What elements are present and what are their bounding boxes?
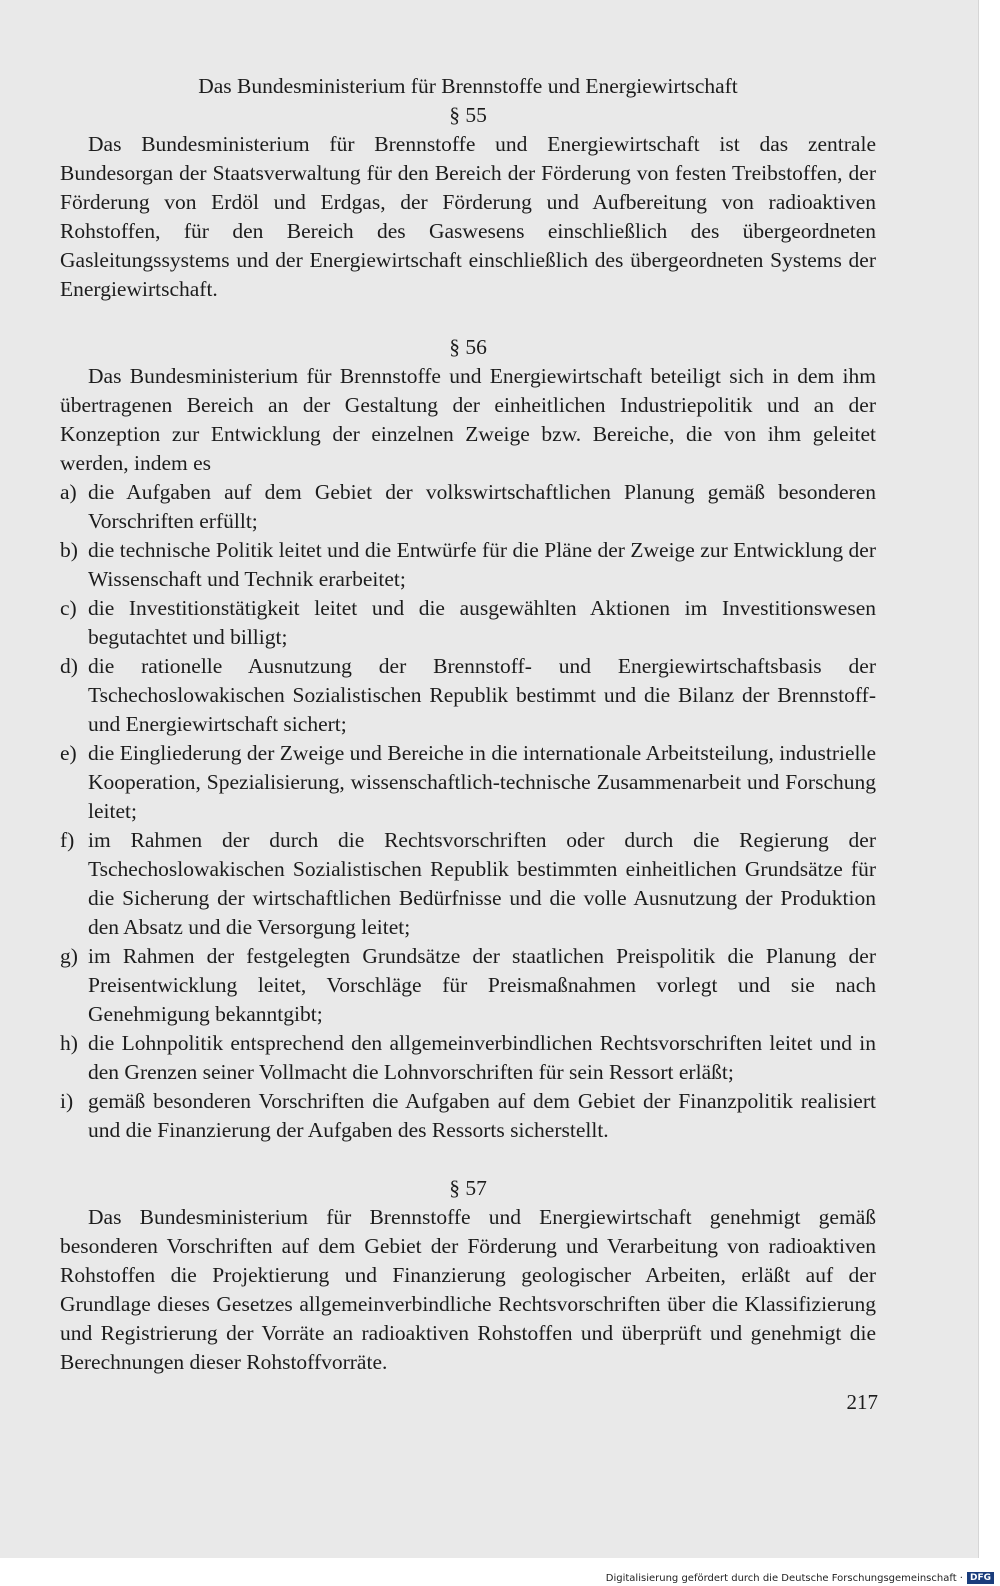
list-item: [60, 739, 876, 826]
list-item-text: die Aufgaben auf dem Gebiet der volkswirtschaftlichen Planung gemäß besonderen Vorschriften erfüllt;: [88, 480, 876, 533]
list-item-letter: c): [60, 596, 77, 620]
list-item-text: im Rahmen der festgelegten Grundsätze der staatlichen Preispolitik die Planung der Preisentwicklung leitet, Vorschläge für Preismaßnahmen vorlegt und sie nach Genehmigung bekanntgibt;: [88, 944, 876, 1026]
list-item-text: die Lohnpolitik entsprechend den allgemeinverbindlichen Rechtsvorschriften leitet und in den Grenzen seiner Vollmacht die Lohnvorschriften für sein Ressort erläßt;: [88, 1031, 876, 1084]
enumerated-list: [60, 478, 876, 1145]
list-item-letter: d): [60, 654, 78, 678]
list-item: [60, 942, 876, 1029]
list-item: [60, 478, 876, 536]
list-item-letter: a): [60, 480, 77, 504]
list-item: [60, 826, 876, 942]
list-item-text: die Eingliederung der Zweige und Bereiche in die internationale Arbeitsteilung, industrielle Kooperation, Spezialisierung, wissenschaftlich-technische Zusammenarbeit und Forschung leitet;: [88, 741, 876, 823]
list-item-letter: b): [60, 538, 78, 562]
list-item-text: die Investitionstätigkeit leitet und die ausgewählten Aktionen im Investitionswesen begutachtet und billigt;: [88, 596, 876, 649]
list-item: [60, 594, 876, 652]
list-item-text: die rationelle Ausnutzung der Brennstoff- und Energiewirtschaftsbasis der Tschechoslowakischen Sozialistischen Republik bestimmt und die Bilanz der Brennstoff- und Energiewirtschaft sichert;: [88, 654, 876, 736]
list-item-text: die technische Politik leitet und die Entwürfe für die Pläne der Zweige zur Entwicklung der Wissenschaft und Technik erarbeitet;: [88, 538, 876, 591]
list-item-letter: h): [60, 1031, 78, 1055]
list-item-text: im Rahmen der durch die Rechtsvorschriften oder durch die Regierung der Tschechoslowakischen Sozialistischen Republik bestimmten einheitlichen Grundsätze für die Sicherung der wirtschaftlichen Bedürfnisse und die volle Ausnutzung der Produktion den Absatz und die Versorgung leitet;: [88, 828, 876, 939]
list-item-letter: g): [60, 944, 78, 968]
section-paragraph: Das Bundesministerium für Brennstoffe und Energiewirtschaft genehmigt gemäß besonderen Vorschriften auf dem Gebiet der Förderung und Verarbeitung von radioaktiven Rohstoffen die Projektierung und Finanzierung geologischer Arbeiten, erläßt auf der Grundlage dieses Gesetzes allgemeinverbindliche Rechtsvorschriften über die Klassifizierung und Registrierung der Vorräte an radioaktiven Rohstoffen und überprüft und genehmigt die Berechnungen dieser Rohstoffvorräte.: [60, 1205, 876, 1374]
page-number: 217: [846, 1390, 878, 1414]
page-heading: Das Bundesministerium für Brennstoffe und Energiewirtschaft: [198, 74, 738, 98]
section-55: [60, 101, 876, 304]
list-item-letter: i): [60, 1089, 74, 1113]
section-sign: § 55: [449, 103, 487, 127]
list-item-letter: f): [60, 828, 75, 852]
list-item: [60, 1087, 876, 1145]
list-item: [60, 652, 876, 739]
section-sign: § 57: [449, 1176, 487, 1200]
section-paragraph: Das Bundesministerium für Brennstoffe und Energiewirtschaft beteiligt sich in dem ihm übertragenen Bereich an der Gestaltung der einheitlichen Industriepolitik und an der Konzeption zur Entwicklung der einzelnen Zweige bzw. Bereiche, die von ihm geleitet werden, indem es: [60, 364, 876, 475]
digitization-credit: [606, 1572, 994, 1584]
list-item-letter: e): [60, 741, 77, 765]
list-item: [60, 536, 876, 594]
section-sign: § 56: [449, 335, 487, 359]
dfg-logo-icon: DFG: [967, 1572, 994, 1584]
credit-text: Digitalisierung gefördert durch die Deutsche Forschungsgemeinschaft ·: [605, 1572, 963, 1584]
page-content: [60, 72, 876, 1377]
section-56: [60, 333, 876, 1145]
list-item: [60, 1029, 876, 1087]
section-paragraph: Das Bundesministerium für Brennstoffe und Energiewirtschaft ist das zentrale Bundesorgan der Staatsverwaltung für den Bereich der Förderung von festen Treibstoffen, der Förderung von Erdöl und Erdgas, der Förderung und Aufbereitung von radioaktiven Rohstoffen, für den Bereich des Gaswesens einschließlich des übergeordneten Gasleitungssystems und der Energiewirtschaft einschließlich des übergeordneten Systems der Energiewirtschaft.: [60, 132, 876, 301]
section-57: [60, 1174, 876, 1377]
list-item-text: gemäß besonderen Vorschriften die Aufgaben auf dem Gebiet der Finanzpolitik realisiert und die Finanzierung der Aufgaben des Ressorts sicherstellt.: [88, 1089, 876, 1142]
